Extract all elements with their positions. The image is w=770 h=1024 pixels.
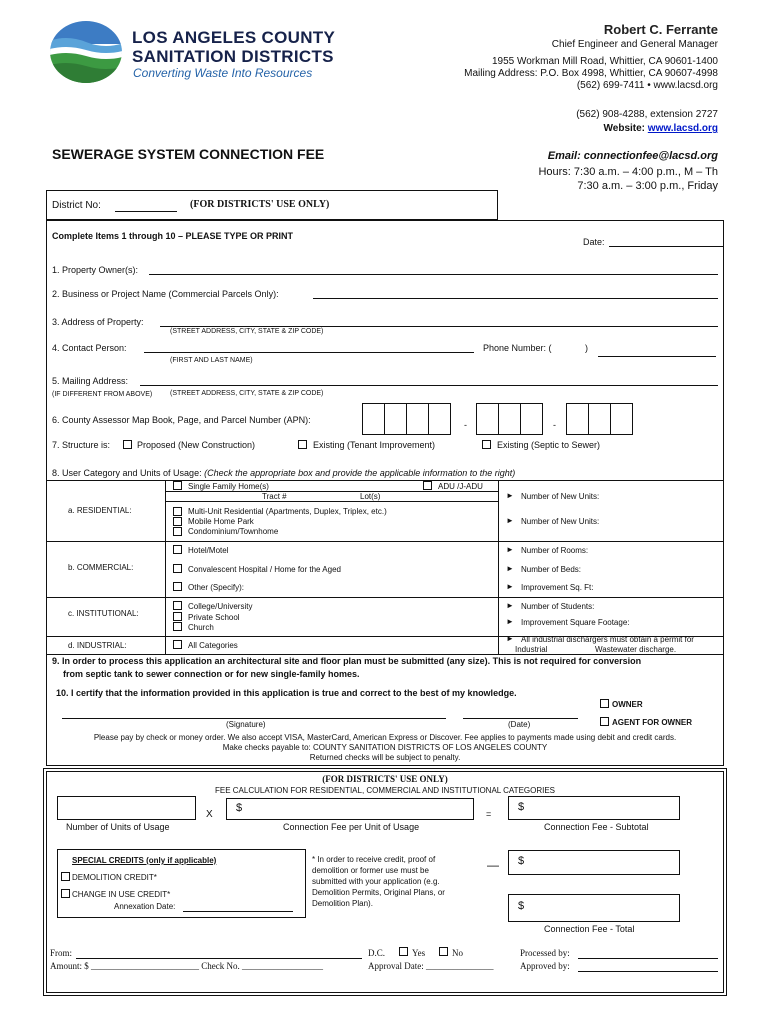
residential-label: a. RESIDENTIAL: bbox=[68, 506, 132, 515]
item4-hint: (FIRST AND LAST NAME) bbox=[170, 357, 253, 364]
students-label: Number of Students: bbox=[521, 602, 595, 611]
payment-line3: Returned checks will be subject to penalty. bbox=[309, 753, 461, 762]
phone-label: Phone Number: ( bbox=[483, 343, 552, 353]
convalescent-label: Convalescent Hospital / Home for the Aged bbox=[188, 565, 341, 574]
credit-note: * In order to receive credit, proof of demolition or former use must be submitted with your application (e.g. Demolition Permits, Original Plans, or Demolition Plan). bbox=[312, 855, 445, 908]
beds-label: Number of Beds: bbox=[521, 565, 582, 574]
industrial-arrow: ► bbox=[506, 634, 514, 643]
commercial-label: b. COMMERCIAL: bbox=[68, 563, 134, 572]
property-address-field[interactable] bbox=[160, 326, 718, 327]
apn-page-digit[interactable] bbox=[476, 403, 499, 435]
proposed-label: Proposed (New Construction) bbox=[137, 440, 256, 450]
tenant-improvement-checkbox[interactable] bbox=[298, 440, 307, 449]
logo bbox=[46, 20, 126, 84]
dc-yes-checkbox[interactable] bbox=[399, 947, 408, 956]
industrial-note-2a: Industrial bbox=[515, 645, 548, 654]
dollar-sign-credit: $ bbox=[518, 855, 525, 867]
item5-prefix: (IF DIFFERENT FROM ABOVE) bbox=[52, 391, 153, 398]
students-arrow: ► bbox=[506, 601, 514, 610]
page-title: SEWERAGE SYSTEM CONNECTION FEE bbox=[52, 146, 325, 162]
adu-checkbox[interactable] bbox=[423, 481, 432, 490]
item8-label bbox=[52, 468, 515, 478]
email-line[interactable]: Email: connectionfee@lacsd.org bbox=[547, 150, 718, 162]
item9-line1: 9. In order to process this application an architectural site and floor plan must be submitted (any size). This is not required for conversion bbox=[52, 656, 642, 666]
item7-label: 7. Structure is: bbox=[52, 440, 111, 450]
item2-label: 2. Business or Project Name (Commercial Parcels Only): bbox=[52, 289, 279, 299]
hotel-checkbox[interactable] bbox=[173, 545, 182, 554]
phone-field[interactable] bbox=[598, 356, 716, 357]
districts-use-label: (FOR DISTRICTS' USE ONLY) bbox=[190, 199, 330, 210]
new-units-label-2: Number of New Units: bbox=[521, 517, 600, 526]
approved-label: Approved by: bbox=[520, 961, 570, 971]
church-checkbox[interactable] bbox=[173, 622, 182, 631]
item8-note: (Check the appropriate box and provide the applicable information to the right) bbox=[204, 468, 516, 478]
industrial-note-2b: Wastewater discharge. bbox=[595, 645, 677, 654]
property-owner-field[interactable] bbox=[149, 274, 718, 275]
fee-per-unit-label: Connection Fee per Unit of Usage bbox=[283, 822, 420, 832]
college-label: College/University bbox=[188, 602, 253, 611]
tract-label: Tract # bbox=[262, 492, 287, 501]
phone-extension: (562) 908-4288, extension 2727 bbox=[576, 109, 718, 120]
logo-line2: SANITATION DISTRICTS bbox=[132, 47, 334, 66]
apn-parcel-digit[interactable] bbox=[588, 403, 611, 435]
special-credits-title: SPECIAL CREDITS (only if applicable) bbox=[72, 856, 217, 865]
total-label: Connection Fee - Total bbox=[544, 924, 635, 934]
improvement-arrow: ► bbox=[506, 582, 514, 591]
dc-no-checkbox[interactable] bbox=[439, 947, 448, 956]
item4-label: 4. Contact Person: bbox=[52, 343, 127, 353]
item1-label: 1. Property Owner(s): bbox=[52, 265, 139, 275]
date-label: Date: bbox=[583, 237, 605, 247]
rooms-arrow: ► bbox=[506, 545, 514, 554]
agent-checkbox[interactable] bbox=[600, 717, 609, 726]
district-field[interactable] bbox=[115, 211, 177, 212]
industrial-label: d. INDUSTRIAL: bbox=[68, 641, 127, 650]
hotel-label: Hotel/Motel bbox=[188, 546, 229, 555]
apn-page-digit[interactable] bbox=[520, 403, 543, 435]
apn-book-digit[interactable] bbox=[406, 403, 429, 435]
dc-no-label: No bbox=[452, 948, 463, 958]
agent-label: AGENT FOR OWNER bbox=[612, 718, 692, 727]
total-box[interactable] bbox=[508, 894, 680, 922]
approved-field[interactable] bbox=[578, 971, 718, 972]
dc-label: D.C. bbox=[368, 948, 386, 958]
mobile-home-checkbox[interactable] bbox=[173, 517, 182, 526]
officer-name: Robert C. Ferrante bbox=[603, 22, 718, 37]
business-name-field[interactable] bbox=[313, 298, 718, 299]
private-school-label: Private School bbox=[188, 613, 240, 622]
demolition-checkbox[interactable] bbox=[61, 872, 70, 881]
improvement-sq-arrow: ► bbox=[506, 617, 514, 626]
signature-field[interactable] bbox=[62, 718, 446, 719]
apn-dash: - bbox=[464, 420, 467, 430]
item10: 10. I certify that the information provided in this application is true and correct to the best of my knowledge. bbox=[56, 688, 517, 698]
contact-person-field[interactable] bbox=[144, 352, 474, 353]
website-label: Website: bbox=[603, 123, 646, 134]
office-subtitle: FEE CALCULATION FOR RESIDENTIAL, COMMERCIAL AND INSTITUTIONAL CATEGORIES bbox=[214, 786, 556, 795]
adu-label: ADU /J-ADU bbox=[438, 482, 483, 491]
convalescent-checkbox[interactable] bbox=[173, 564, 182, 573]
church-label: Church bbox=[188, 623, 214, 632]
single-family-checkbox[interactable] bbox=[173, 481, 182, 490]
logo-graphic bbox=[46, 20, 126, 84]
from-label: From: bbox=[50, 948, 73, 958]
signature-date-field[interactable] bbox=[463, 718, 578, 719]
equals-sign: = bbox=[486, 809, 492, 819]
improvement-label: Improvement Sq. Ft: bbox=[521, 583, 594, 592]
mobile-home-label: Mobile Home Park bbox=[188, 517, 254, 526]
date-field[interactable] bbox=[609, 246, 724, 247]
item3-label: 3. Address of Property: bbox=[52, 317, 144, 327]
dollar-sign-total: $ bbox=[518, 900, 525, 912]
officer-block bbox=[398, 22, 718, 91]
processed-label: Processed by: bbox=[520, 948, 570, 958]
annexation-field[interactable] bbox=[183, 911, 293, 912]
units-label: Number of Units of Usage bbox=[66, 822, 170, 832]
multi-unit-checkbox[interactable] bbox=[173, 507, 182, 516]
processed-field[interactable] bbox=[578, 958, 718, 959]
from-field[interactable] bbox=[76, 958, 362, 959]
subtotal-label: Connection Fee - Subtotal bbox=[544, 822, 649, 832]
dc-yes-label: Yes bbox=[412, 948, 426, 958]
all-categories-checkbox[interactable] bbox=[173, 640, 182, 649]
phone-close: ) bbox=[585, 343, 588, 353]
other-label: Other (Specify): bbox=[188, 583, 245, 592]
item6-label: 6. County Assessor Map Book, Page, and Parcel Number (APN): bbox=[52, 415, 311, 425]
owner-label: OWNER bbox=[612, 700, 643, 709]
logo-tagline: Converting Waste Into Resources bbox=[133, 66, 313, 80]
times-sign: X bbox=[206, 809, 213, 820]
logo-line1: LOS ANGELES COUNTY bbox=[132, 28, 336, 47]
hours-line1: Hours: 7:30 a.m. – 4:00 p.m., M – Th bbox=[538, 166, 718, 178]
date-hint: (Date) bbox=[508, 720, 531, 729]
fee-per-unit-box[interactable] bbox=[226, 798, 474, 820]
item5-hint: (STREET ADDRESS, CITY, STATE & ZIP CODE) bbox=[170, 390, 324, 397]
new-units-arrow: ► bbox=[506, 491, 514, 500]
single-family-label: Single Family Home(s) bbox=[188, 482, 269, 491]
lots-label: Lot(s) bbox=[360, 492, 381, 501]
district-label: District No: bbox=[52, 200, 101, 211]
payment-line2: Make checks payable to: COUNTY SANITATION DISTRICTS OF LOS ANGELES COUNTY bbox=[222, 743, 548, 752]
beds-arrow: ► bbox=[506, 564, 514, 573]
phone-website: (562) 699-7411 • www.lacsd.org bbox=[576, 80, 718, 91]
condo-label: Condominium/Townhome bbox=[188, 527, 279, 536]
website-line bbox=[604, 123, 718, 134]
item3-hint: (STREET ADDRESS, CITY, STATE & ZIP CODE) bbox=[170, 328, 324, 335]
multi-unit-label: Multi-Unit Residential (Apartments, Duplex, Triplex, etc.) bbox=[188, 507, 387, 516]
office-address: 1955 Workman Mill Road, Whittier, CA 90601-1400 bbox=[491, 56, 718, 67]
apn-book-digit[interactable] bbox=[362, 403, 385, 435]
amount-check-line: Amount: $ ________________________ Check No. __________________ bbox=[50, 961, 323, 971]
annexation-label: Annexation Date: bbox=[114, 902, 176, 911]
all-categories-label: All Categories bbox=[188, 641, 238, 650]
apn-book-digit[interactable] bbox=[428, 403, 451, 435]
other-checkbox[interactable] bbox=[173, 582, 182, 591]
officer-title: Chief Engineer and General Manager bbox=[551, 39, 718, 50]
rooms-label: Number of Rooms: bbox=[521, 546, 589, 555]
apn-page-digit[interactable] bbox=[498, 403, 521, 435]
signature-hint: (Signature) bbox=[226, 720, 266, 729]
payment-line1: Please pay by check or money order. We also accept VISA, MasterCard, American Express or Discover. Fee applies to payments made using debit and credit cards. bbox=[93, 733, 677, 742]
institutional-label: c. INSTITUTIONAL: bbox=[68, 609, 139, 618]
tenant-improvement-label: Existing (Tenant Improvement) bbox=[313, 440, 436, 450]
private-school-checkbox[interactable] bbox=[173, 612, 182, 621]
college-checkbox[interactable] bbox=[173, 601, 182, 610]
apn-book-digit[interactable] bbox=[384, 403, 407, 435]
mailing-address: Mailing Address: P.O. Box 4998, Whittier, CA 90607-4998 bbox=[464, 68, 718, 79]
instructions: Complete Items 1 through 10 – PLEASE TYPE OR PRINT bbox=[52, 231, 294, 241]
owner-checkbox[interactable] bbox=[600, 699, 609, 708]
hours-line2: 7:30 a.m. – 3:00 p.m., Friday bbox=[577, 180, 718, 192]
change-use-label: CHANGE IN USE CREDIT* bbox=[72, 890, 171, 899]
approval-date-line: Approval Date: _______________ bbox=[368, 961, 494, 971]
industrial-note-1: All industrial dischargers must obtain a permit for bbox=[521, 635, 694, 644]
units-box[interactable] bbox=[57, 796, 196, 820]
dollar-sign-subtotal: $ bbox=[518, 801, 525, 813]
septic-to-sewer-checkbox[interactable] bbox=[482, 440, 491, 449]
demolition-label: DEMOLITION CREDIT* bbox=[72, 873, 157, 882]
apn-parcel-digit[interactable] bbox=[566, 403, 589, 435]
dollar-sign-fee: $ bbox=[236, 802, 243, 814]
change-use-checkbox[interactable] bbox=[61, 889, 70, 898]
item5-label: 5. Mailing Address: bbox=[52, 376, 129, 386]
office-title: (FOR DISTRICTS' USE ONLY) bbox=[322, 774, 448, 784]
condo-checkbox[interactable] bbox=[173, 527, 182, 536]
subtotal-box[interactable] bbox=[508, 796, 680, 820]
new-units-arrow: ► bbox=[506, 516, 514, 525]
item8-text: 8. User Category and Units of Usage: bbox=[52, 468, 202, 478]
apn-parcel-digit[interactable] bbox=[610, 403, 633, 435]
improvement-sq-label: Improvement Square Footage: bbox=[521, 618, 630, 627]
septic-to-sewer-label: Existing (Septic to Sewer) bbox=[497, 440, 601, 450]
mailing-address-field[interactable] bbox=[140, 385, 718, 386]
proposed-checkbox[interactable] bbox=[123, 440, 132, 449]
item9-line2: from septic tank to sewer connection or for new single-family homes. bbox=[63, 669, 360, 679]
credit-box[interactable] bbox=[508, 850, 680, 875]
new-units-label: Number of New Units: bbox=[521, 492, 600, 501]
website-link[interactable]: www.lacsd.org bbox=[647, 123, 718, 134]
apn-dash: - bbox=[553, 420, 556, 430]
minus-sign: — bbox=[487, 858, 499, 872]
